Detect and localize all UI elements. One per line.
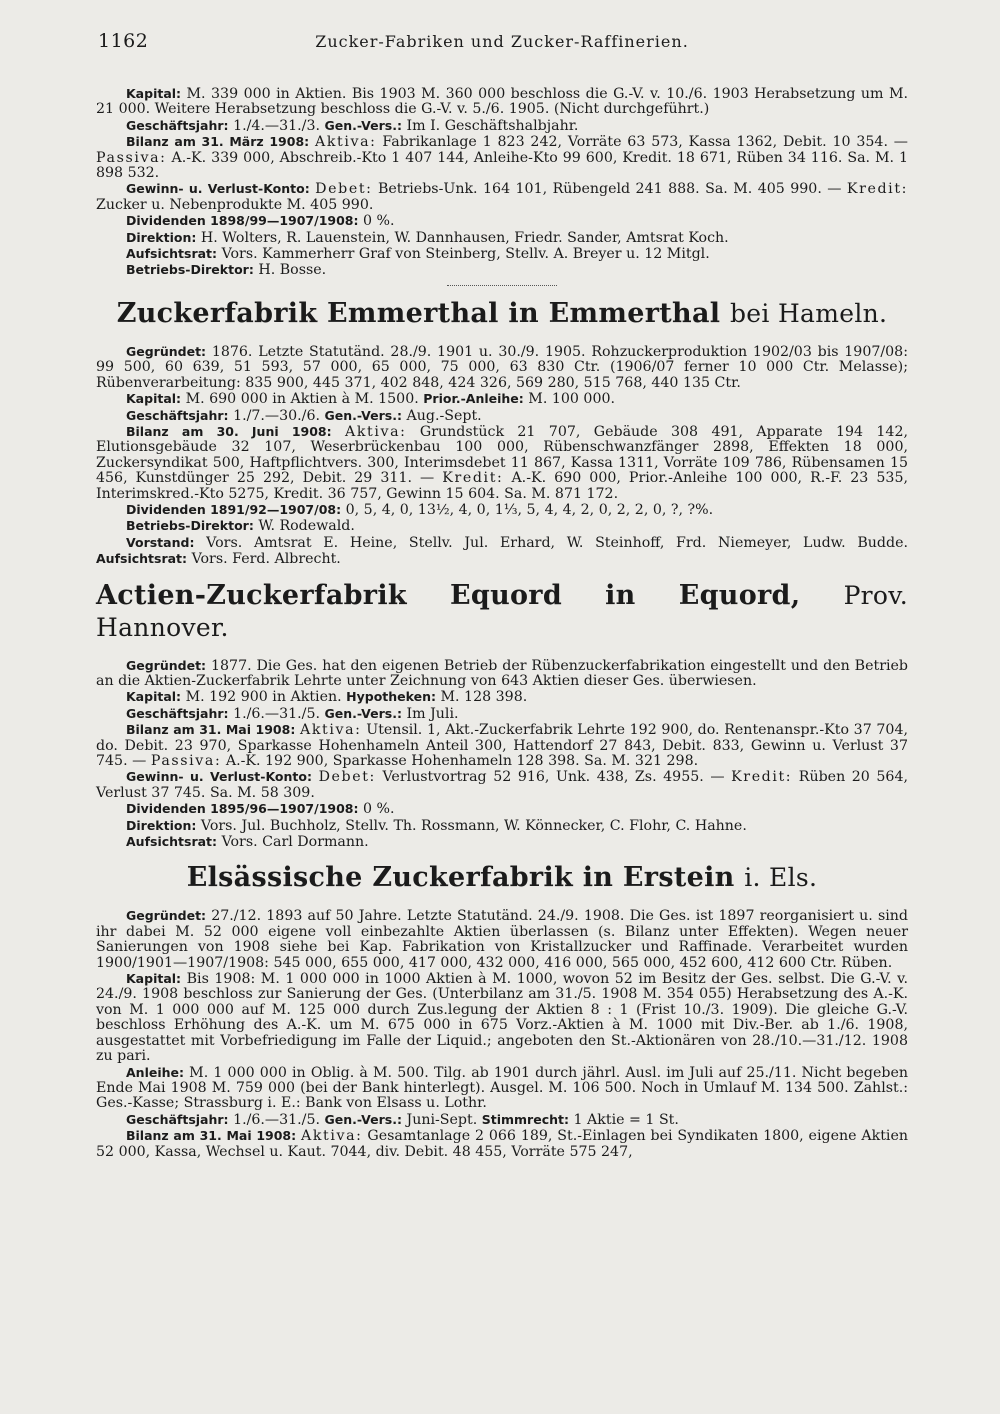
operations-director-paragraph [96,262,908,278]
section-divider [447,285,557,286]
label-geschaeftsjahr: Geschäftsjahr: [126,1111,229,1127]
company-title [96,862,908,894]
supervisory-board-paragraph [96,246,908,262]
text-kapital: M. 690 000 in Aktien à M. 1500. [185,391,419,408]
word-aktiva: Aktiva: [345,423,407,440]
text-direktion: H. Wolters, R. Lauenstein, W. Dannhausen, Friedr. Sander, Amtsrat Koch. [200,229,729,246]
label-dividenden: Dividenden 1898/99—1907/1908: [126,213,359,229]
label-genvers: Gen.-Vers.: [324,407,402,423]
direction-paragraph [96,230,908,246]
text-genvers: Im Juli. [406,705,459,722]
text-aufsichtsrat: Vors. Carl Dormann. [221,834,369,851]
word-kredit: Kredit: [731,769,793,786]
text-geschaeftsjahr: 1./6.—31./5. [233,1111,320,1128]
text-kredit: A.-K. 690 000, Prior.-Anleihe 100 000, R.-F. 23 535, Interimskred.-Kto 5275, Kredit. 36 757, Gewinn 15 604. Sa. M. 871 172. [96,470,908,502]
founded-paragraph [96,344,908,391]
label-kapital: Kapital: [126,391,182,407]
text-kredit: Rüben 20 564, Verlust 37 745. Sa. M. 58 309. [96,769,908,801]
label-direktion: Direktion: [126,817,197,833]
label-guv: Gewinn- u. Verlust-Konto: [126,181,310,197]
company-title [96,580,908,644]
text-hypotheken: M. 128 398. [440,689,528,706]
text-geschaeftsjahr: 1./7.—30./6. [233,407,320,424]
text-geschaeftsjahr: 1./6.—31./5. [233,705,320,722]
label-aufsichtsrat: Aufsichtsrat: [96,551,188,567]
text-vorstand: Vors. Amtsrat E. Heine, Stellv. Jul. Erhard, W. Steinhoff, Frd. Niemeyer, Ludw. Budde. [206,534,908,551]
text-geschaeftsjahr: 1./4.—31./3. [233,117,320,134]
label-bilanz: Bilanz am 31. März 1908: [126,134,310,150]
text-genvers: Juni-Sept. [406,1111,478,1128]
label-bilanz: Bilanz am 31. Mai 1908: [126,722,296,738]
text-kapital: M. 192 900 in Aktien. [185,689,342,706]
text-gegruendet: 27./12. 1893 auf 50 Jahre. Letzte Statutänd. 24./9. 1908. Die Ges. ist 1897 reorganisiert u. sind ihr dabei M. 52 000 eigene voll einbezahlte Aktien überlassen (s. Bilanz unter Effekten). Wegen neuer Sanierungen von 1908 siehe bei Kap. Fabrikation von Kristallzucker und Raffinade. Verarbeitet wurden 1900/1901—1907/1908: 545 000, 655 000, 417 000, 432 000, 416 000, 565 000, 452 600, 412 600 Ctr. Rüben. [96,908,909,971]
word-aktiva: Aktiva: [301,1128,363,1145]
word-kredit: Kredit: [846,181,908,198]
page-number: 1162 [98,30,149,52]
fiscal-year-paragraph [96,408,908,424]
label-geschaeftsjahr: Geschäftsjahr: [126,407,229,423]
company-location: i. Els. [744,863,818,893]
company-location: Prov. Hannover. [96,580,908,642]
label-kapital: Kapital: [126,86,182,101]
fiscal-year-paragraph [96,118,908,134]
label-betriebs-direktor: Betriebs-Direktor: [126,262,254,278]
label-geschaeftsjahr: Geschäftsjahr: [126,117,229,133]
text-genvers: Aug.-Sept. [406,407,482,424]
dividends-paragraph [96,213,908,229]
text-kredit: Zucker u. Nebenprodukte M. 405 990. [96,196,374,213]
bond-paragraph [96,1065,908,1112]
text-debet: Betriebs-Unk. 164 101, Rübengeld 241 888. Sa. M. 405 990. — [377,181,842,198]
text-passiva: A.-K. 339 000, Abschreib.-Kto 1 407 144, Anleihe-Kto 99 600, Kredit. 18 671, Rüben 34 116. Sa. M. 1 898 532. [96,149,908,182]
label-bilanz: Bilanz am 31. Mai 1908: [126,1128,297,1144]
label-betriebs-direktor: Betriebs-Direktor: [126,518,254,534]
balance-paragraph [96,1128,908,1160]
text-aktiva: Fabrikanlage 1 823 242, Vorräte 63 573, Kassa 1362, Debit. 10 354. — [382,134,908,151]
label-dividenden: Dividenden 1895/96—1907/1908: [126,801,359,817]
balance-paragraph [96,722,908,769]
text-aktiva: Gesamtanlage 2 066 189, St.-Einlagen bei Syndikaten 1800, eigene Aktien 52 000, Kassa, Wechsel u. Kaut. 7044, div. Debit. 48 455, Vorräte 575 247, [96,1128,908,1160]
text-stimmrecht: 1 Aktie = 1 St. [573,1111,679,1128]
balance-paragraph [96,134,908,181]
label-bilanz: Bilanz am 30. Juni 1908: [126,423,332,439]
text-kapital: Bis 1908: M. 1 000 000 in 1000 Aktien à M. 1000, wovon 52 im Besitz der Ges. selbst. Die G.-V. v. 24./9. 1908 beschloss zur Sanierung der Ges. (Unterbilanz am 31./5. 1908 M. 354 055) Herabsetzung des A.-K. von M. 1 000 000 auf M. 125 000 durch Zus.legung der Aktien 8 : 1 (Frist 10./3. 1909). Die gleiche G.-V. beschloss Erhöhung des A.-K. um M. 675 000 in 675 Vorz.-Aktien à M. 1000 mit Div.-Ber. ab 1./6. 1908, ausgestattet mit Vorbefriedigung im Falle der Liquid.; angeboten den St.-Aktionären von 28./10.—31./12. 1908 zu pari. [96,971,908,1065]
label-anleihe: Anleihe: [126,1064,184,1080]
text-debet: Verlustvortrag 52 916, Unk. 438, Zs. 4955. — [382,769,725,786]
label-direktion: Direktion: [126,229,197,245]
label-aufsichtsrat: Aufsichtsrat: [126,246,218,262]
label-vorstand: Vorstand: [126,534,195,550]
label-dividenden: Dividenden 1891/92—1907/08: [126,501,342,517]
direction-paragraph [96,818,908,834]
text-aktiva: Utensil. 1, Akt.-Zuckerfabrik Lehrte 192 900, do. Rentenanspr.-Kto 37 704, do. Debit. 23 970, Sparkasse Hohenhameln Anteil 300, Hattendorf 27 843, Debit. 833, Gewinn u. Verlust 37 745. — [96,722,909,769]
founded-paragraph [96,908,908,971]
text-dividenden: 0, 5, 4, 0, 13½, 4, 0, 1⅓, 5, 4, 4, 2, 0, 2, 2, 0, ?, ?%. [345,501,714,518]
entry-emmerthal [96,298,908,568]
label-genvers: Gen.-Vers.: [324,1111,402,1127]
supervisory-board-paragraph [96,834,908,850]
profit-loss-paragraph [96,181,908,213]
text-betriebs-direktor: H. Bosse. [258,262,327,279]
capital-paragraph [96,971,908,1064]
label-hypotheken: Hypotheken: [346,689,436,705]
capital-paragraph [96,86,908,118]
text-aktiva: Grundstück 21 707, Gebäude 308 491, Apparate 194 142, Elutionsgebäude 32 107, Weserbrückenbau 100 000, Rübenschwanzfänger 2898, Effekten 18 000, Zuckersyndikat 500, Haftpflichtvers. 300, Interimsdebet 11 867, Kassa 1311, Vorräte 109 786, Rübensamen 15 456, Kunstdünger 25 292, Debit. 29 311. — [96,423,908,487]
capital-paragraph [96,391,908,407]
word-passiva: Passiva: [96,149,167,166]
label-gegruendet: Gegründet: [126,908,207,924]
text-dividenden: 0 %. [363,213,395,230]
text-betriebs-direktor: W. Rodewald. [258,518,355,535]
word-debet: Debet: [315,181,373,198]
text-gegruendet: 1877. Die Ges. hat den eigenen Betrieb der Rübenzuckerfabrikation eingestellt und den Betrieb an die Aktien-Zuckerfabrik Lehrte unter Zeichnung von 643 Aktien dieser Ges. überwiesen. [96,657,908,689]
label-gegruendet: Gegründet: [126,657,207,673]
entry-equord [96,580,908,851]
balance-paragraph [96,424,908,502]
text-prior-anleihe: M. 100 000. [528,391,616,408]
profit-loss-paragraph [96,769,908,801]
company-location: bei Hameln. [730,298,888,328]
label-genvers: Gen.-Vers.: [324,117,402,133]
text-genvers: Im I. Geschäftshalbjahr. [406,117,579,134]
label-kapital: Kapital: [126,689,182,705]
text-direktion: Vors. Jul. Buchholz, Stellv. Th. Rossmann, W. Könnecker, C. Flohr, C. Hahne. [200,817,747,834]
text-aufsichtsrat: Vors. Kammerherr Graf von Steinberg, Stellv. A. Breyer u. 12 Mitgl. [221,246,710,263]
text-passiva: A.-K. 192 900, Sparkasse Hohenhameln 128 398. Sa. M. 321 298. [225,753,699,769]
word-kredit: Kredit: [442,470,504,487]
word-aktiva: Aktiva: [315,134,377,151]
operations-director-paragraph [96,518,908,534]
dividends-paragraph [96,801,908,817]
text-kapital: M. 339 000 in Aktien. Bis 1903 M. 360 000 beschloss die G.-V. v. 10./6. 1903 Herabsetzung um M. 21 000. Weitere Herabsetzung beschloss die G.-V. v. 5./6. 1905. (Nicht durchgeführt.) [96,86,908,118]
entry-erstein [96,862,908,1160]
word-aktiva: Aktiva: [300,722,362,739]
word-passiva: Passiva: [150,753,222,769]
label-geschaeftsjahr: Geschäftsjahr: [126,705,229,721]
text-gegruendet: 1876. Letzte Statutänd. 28./9. 1901 u. 30./9. 1905. Rohzuckerproduktion 1902/03 bis 1907/08: 99 500, 60 639, 51 593, 57 000, 65 000, 75 000, 63 830 Ctr. (1906/07 ferner 10 000 Ctr. Melasse); Rübenverarbeitung: 835 900, 445 371, 402 848, 424 326, 569 280, 515 768, 440 135 Ctr. [96,343,908,391]
text-dividenden: 0 %. [363,801,395,818]
label-gegruendet: Gegründet: [126,343,207,359]
label-aufsichtsrat: Aufsichtsrat: [126,834,218,850]
label-guv: Gewinn- u. Verlust-Konto: [126,769,312,785]
company-name: Elsässische Zuckerfabrik in Erstein [186,862,735,894]
company-title [96,298,908,330]
running-head [96,22,908,56]
capital-paragraph [96,689,908,705]
label-stimmrecht: Stimmrecht: [481,1111,569,1127]
board-paragraph [96,535,908,568]
fiscal-year-paragraph [96,1112,908,1128]
label-kapital: Kapital: [126,971,182,987]
dividends-paragraph [96,502,908,518]
word-debet: Debet: [318,769,376,786]
running-title: Zucker-Fabriken und Zucker-Raffinerien. [315,32,689,51]
text-anleihe: M. 1 000 000 in Oblig. à M. 500. Tilg. ab 1901 durch jährl. Ausl. im Juli auf 25./11. Nicht begeben Ende Mai 1908 M. 759 000 (bei der Bank hinterlegt). Ausgel. M. 106 500. Noch in Umlauf M. 134 500. Zahlst.: Ges.-Kasse; Strassburg i. E.: Bank von Elsass u. Lothr. [96,1064,909,1112]
label-prior-anleihe: Prior.-Anleihe: [423,391,524,407]
label-genvers: Gen.-Vers.: [324,705,402,721]
company-name: Zuckerfabrik Emmerthal in Emmerthal [116,297,721,329]
founded-paragraph [96,658,908,690]
text-aufsichtsrat: Vors. Ferd. Albrecht. [191,551,341,568]
entry-continuation [96,86,908,286]
fiscal-year-paragraph [96,706,908,722]
company-name: Actien-Zuckerfabrik Equord in Equord, [96,579,801,611]
